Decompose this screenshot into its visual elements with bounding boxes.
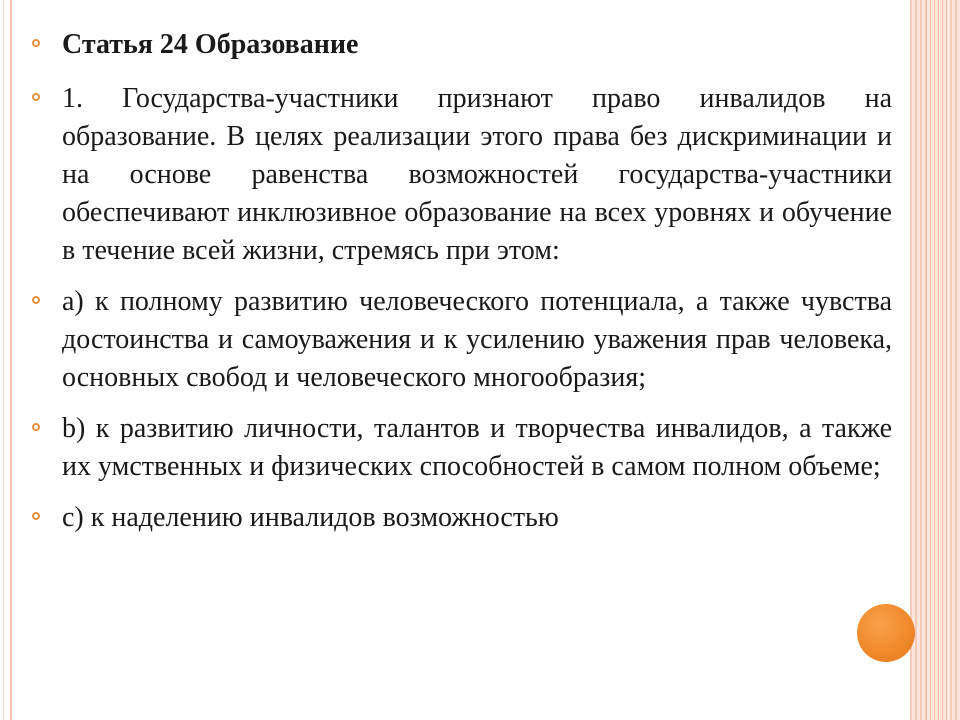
slide-content <box>30 26 892 550</box>
bullet-icon <box>32 423 40 431</box>
paragraph-c-text: c) к наделению инвалидов возможностью <box>62 502 559 533</box>
paragraph-c <box>30 499 892 537</box>
paragraph-a <box>30 283 892 397</box>
orange-circle-decoration <box>857 604 915 662</box>
article-title <box>30 26 892 64</box>
left-border-line <box>10 0 12 720</box>
paragraph-a-text: a) к полному развитию человеческого потенциала, а также чувства достоинства и самоуважения и к усилению уважения прав человека, основных свобод и человеческого многообразия; <box>62 286 892 393</box>
bullet-icon <box>32 93 40 101</box>
article-title-text: Статья 24 Образование <box>62 29 359 60</box>
bullet-icon <box>32 39 40 47</box>
paragraph-1 <box>30 80 892 270</box>
bullet-icon <box>32 296 40 304</box>
right-striped-border-inner <box>926 0 950 720</box>
paragraph-1-text: 1. Государства-участники признают право инвалидов на образование. В целях реализации этого права без дискриминации и на основе равенства возможностей государства-участники обеспечивают инклюзивное образование на всех уровнях и обучение в течение всей жизни, стремясь при этом: <box>62 83 892 266</box>
paragraph-b-text: b) к развитию личности, талантов и творчества инвалидов, а также их умственных и физических способностей в самом полном объеме; <box>62 413 892 482</box>
paragraph-b <box>30 410 892 486</box>
left-border-line-thin <box>3 0 4 720</box>
bullet-icon <box>32 512 40 520</box>
right-striped-border <box>910 0 960 720</box>
